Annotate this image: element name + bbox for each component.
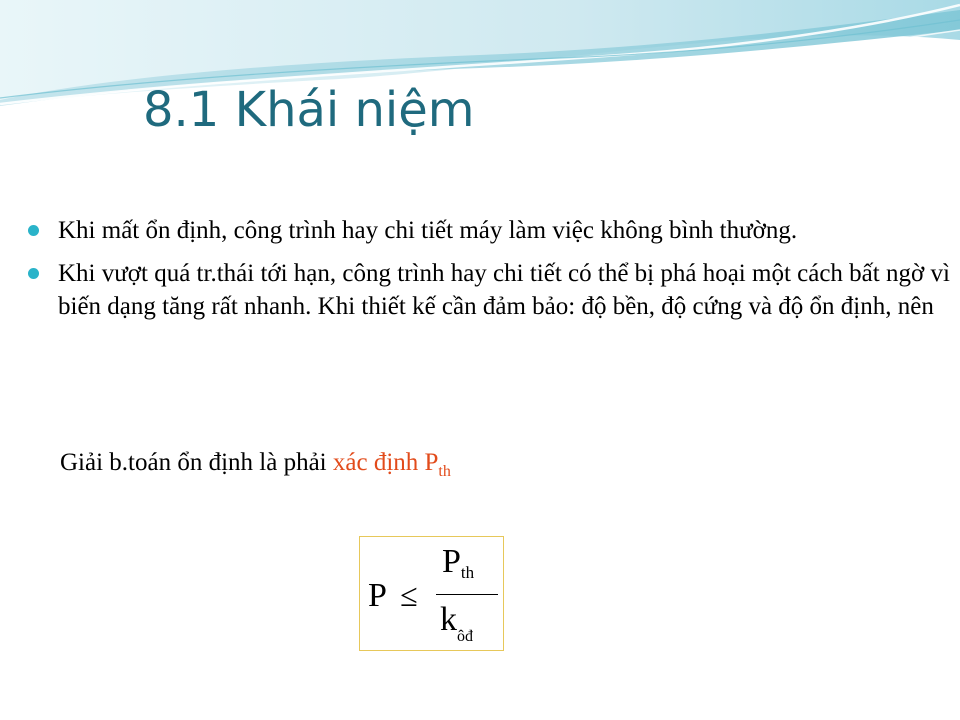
formula-lhs: P [368,577,387,614]
slide-title: 8.1 Khái niệm [143,82,475,138]
denominator-symbol: k [440,601,457,638]
bullet-dot-icon [28,225,39,236]
fraction-bar [436,594,498,595]
formula-numerator [442,545,474,581]
denominator-subscript: ôđ [457,628,473,645]
formula-relation: ≤ [400,577,418,613]
numerator-subscript: th [460,563,475,582]
highlight-text: xác định P [332,449,439,476]
numerator-symbol: P [442,543,461,580]
bullet-dot-icon [28,268,39,279]
bullet-item [24,257,954,323]
conclusion-text: Giải b.toán ổn định là phải [60,449,333,476]
highlight-subscript: th [438,463,451,480]
bullet-text: Khi vượt quá tr.thái tới hạn, công trình hay chi tiết có thể bị phá hoại một cách bất ngờ vì biến dạng tăng rất nhanh. Khi thiết kế cần đảm bảo: độ bền, độ cứng và độ ổn định, nên [58,260,950,320]
conclusion-line [60,446,451,488]
formula-box [359,536,504,651]
bullet-list [24,214,954,333]
bullet-text: Khi mất ổn định, công trình hay chi tiết máy làm việc không bình thường. [58,217,798,244]
bullet-item [24,214,954,247]
formula-denominator [440,603,473,645]
